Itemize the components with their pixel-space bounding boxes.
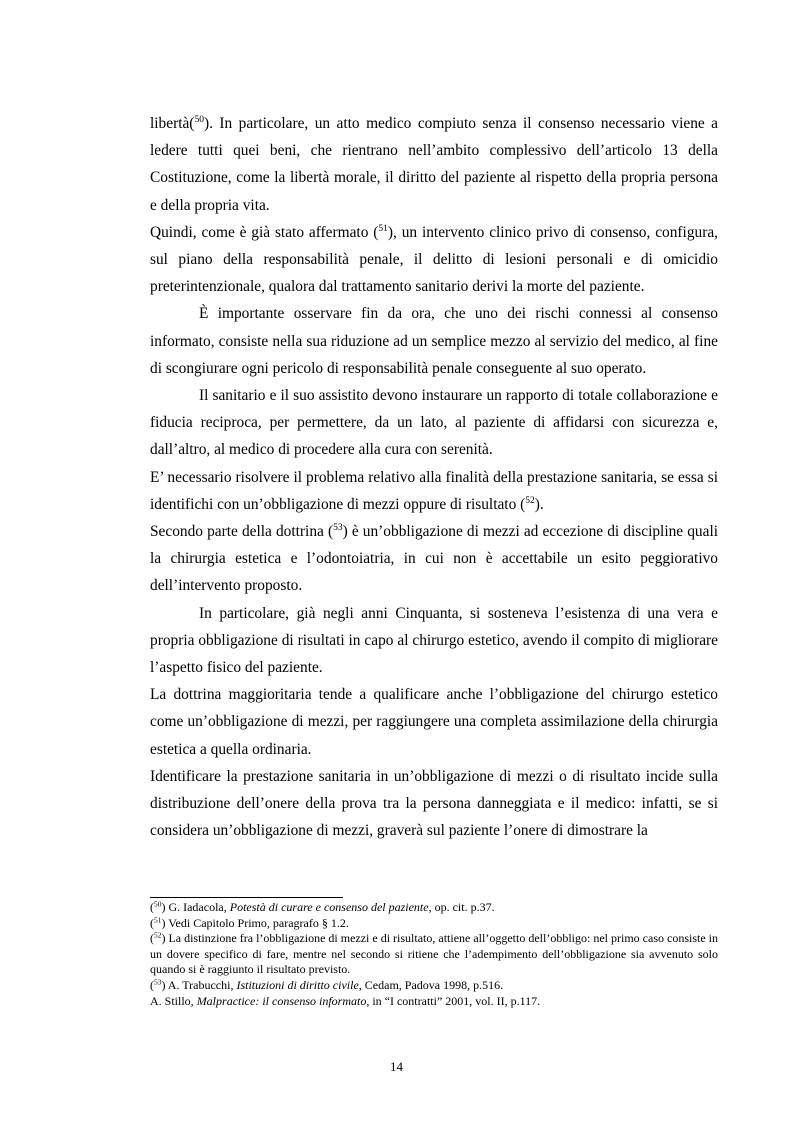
paragraph-4: Il sanitario e il suo assistito devono instaurare un rapporto di totale collaborazione e fiducia reciproca, per permettere, da un lato, al paziente di affidarsi con sicurezza e, dall’altro, al medico di procedere alla cura con serenità.: [150, 387, 718, 459]
paragraph-6: Secondo parte della dottrina ($^{53}$) è un’obbligazione di mezzi ad eccezione di discipline quali la chirurgia estetica e l’odontoiatria, in cui non è accettabile un esito peggiorativo dell’intervento proposto.: [150, 522, 719, 595]
footnote-divider: [150, 897, 343, 898]
paragraph-3: È importante osservare fin da ora, che uno dei rischi connessi al consenso informato, consiste nella sua riduzione ad un semplice mezzo al servizio del medico, al fine di scongiurare ogni pericolo di responsabilità penale conseguente al suo operato.: [150, 305, 718, 377]
page-number: 14: [390, 1059, 403, 1074]
paragraph-8: La dottrina maggioritaria tende a qualificare anche l’obbligazione del chirurgo estetico come un’obbligazione di mezzi, per raggiungere una completa assimilazione della chirurgia estetica a quella ordinaria.: [150, 686, 718, 758]
footnote-52: ($^{52}$) La distinzione fra l’obbligazione di mezzi e di risultato, attiene all’oggetto dell’obbligo: nel primo caso consiste in un dovere specifico di fare, mentre nel secondo si ritiene che l’adempimento dell’obbligazione sia avvenuto solo quando si è raggiunto il risultato previsto.: [150, 930, 718, 977]
footnote-ref-51: 51: [378, 222, 388, 234]
paragraph-1: libertà($^{50}$). In particolare, un atto medico compiuto senza il consenso necessario viene a ledere tutti quei beni, che rientrano nell’ambito complessivo dell’articolo 13 della Costituzione, come la libertà morale, il diritto del paziente al rispetto della propria persona e della propria vita.: [150, 114, 718, 214]
body-text: [150, 110, 718, 844]
footnote-50: ($^{50}$) G. Iadacola, Potestà di curare e consenso del paziente, op. cit. p.37.: [150, 899, 495, 914]
paragraph-5: E’ necessario risolvere il problema relativo alla finalità della prestazione sanitaria, se essa si identifichi con un’obbligazione di mezzi oppure di risultato ($^{52}$).: [150, 468, 718, 513]
footnote-ref-50: 50: [194, 114, 204, 126]
footnotes: [150, 900, 718, 1009]
footnote-53: ($^{53}$) A. Trabucchi, Istituzioni di diritto civile, Cedam, Padova 1998, p.516.: [150, 977, 504, 992]
paragraph-7: In particolare, già negli anni Cinquanta, si sosteneva l’esistenza di una vera e propria obbligazione di risultati in capo al chirurgo estetico, avendo il compito di migliorare l’aspetto fisico del paziente.: [150, 604, 718, 677]
footnote-51: ($^{51}$) Vedi Capitolo Primo, paragrafo § 1.2.: [150, 914, 349, 930]
footnote-ref-53: 53: [333, 522, 343, 534]
paragraph-9: Identificare la prestazione sanitaria in un’obbligazione di mezzi o di risultato incide sulla distribuzione dell’onere della prova tra la persona danneggiata e il medico: infatti, se si considera un’obbligazione di mezzi, graverà sul paziente l’onere di dimostrare la: [150, 767, 718, 840]
paragraph-2: Quindi, come è già stato affermato ($^{51}$), un intervento clinico privo di consenso, configura, sul piano della responsabilità penale, il delitto di lesioni personali e di omicidio preterintenzionale, qualora dal trattamento sanitario derivi la morte del paziente.: [150, 222, 719, 296]
footnote-ref-52: 52: [525, 494, 535, 506]
footnote-53-continued: A. Stillo, Malpractice: il consenso informato, in “I contratti” 2001, vol. II, p.117.: [150, 993, 541, 1008]
